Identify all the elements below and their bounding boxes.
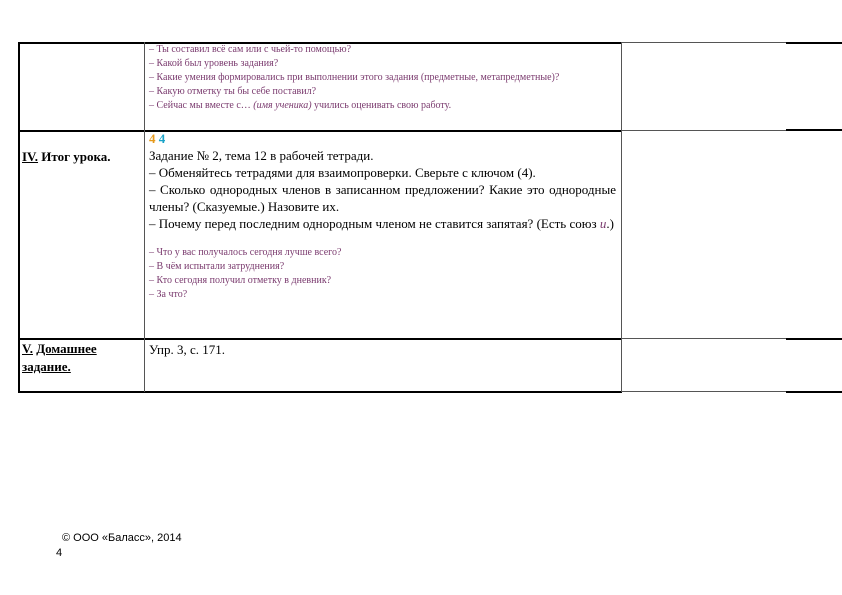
- row-divider-1-right: [622, 130, 786, 131]
- col-border-3: [621, 42, 622, 392]
- row-divider-2-far: [786, 338, 842, 340]
- col-border-2: [144, 42, 145, 392]
- row1-q5-pre: – Сейчас мы вместе с…: [149, 100, 254, 111]
- table-bottom-border-far: [786, 391, 842, 393]
- row-divider-1-far: [786, 129, 842, 131]
- row2-paragraph-1: – Обменяйтесь тетрадями для взаимопроверки. Сверьте с ключом (4).: [149, 165, 536, 180]
- table-top-border-right: [622, 42, 786, 43]
- table-bottom-border-right: [622, 391, 786, 392]
- table-top-border-far: [786, 42, 842, 44]
- row2-badges: [149, 131, 616, 147]
- row2-p3-pre: – Почему перед последним однородным членом не ставится запятая? (Есть союз: [149, 216, 600, 231]
- copyright-text: © ООО «Баласс», 2014: [62, 532, 182, 544]
- row2-content-cell: [149, 131, 616, 302]
- stage-summary-number: IV.: [22, 149, 39, 164]
- badge-cyan: 4: [158, 131, 166, 146]
- table-bottom-border: [18, 391, 622, 393]
- stage-homework-title-1: Домашнее: [36, 341, 97, 356]
- stage-summary-title: Итог урока.: [41, 149, 111, 164]
- row1-question-1: – Ты составил всё сам или с чьей-то помощью?: [149, 44, 352, 55]
- stage-homework-number: V.: [22, 341, 33, 356]
- stage-summary-cell: [22, 148, 142, 166]
- row2-task: Задание № 2, тема 12 в рабочей тетради.: [149, 148, 374, 163]
- stage-homework-cell: [22, 340, 142, 376]
- row1-question-3: – Какие умения формировались при выполнении этого задания (предметные, метапредметные)?: [149, 72, 560, 83]
- row2-reflect-1: – Что у вас получалось сегодня лучше всего?: [149, 247, 342, 258]
- row2-paragraph-2: – Сколько однородных членов в записанном предложении? Какие это однородные члены? (Сказуемые.) Назовите их.: [149, 182, 616, 214]
- row2-paragraph-3: [149, 215, 616, 232]
- badge-orange: 4: [149, 131, 156, 146]
- col-border-left: [18, 42, 20, 393]
- row1-q5-italic: (имя ученика): [253, 100, 312, 111]
- stage-homework-title-2: задание.: [22, 359, 71, 374]
- page-number: 4: [56, 547, 63, 559]
- row2-p3-italic: и: [599, 216, 607, 231]
- row1-question-4: – Какую отметку ты бы себе поставил?: [149, 86, 317, 97]
- row2-reflect-3: – Кто сегодня получил отметку в дневник?: [149, 275, 332, 286]
- row-divider-2-right: [622, 338, 786, 339]
- stage-homework-line-1: [22, 340, 142, 358]
- homework-text: Упр. 3, с. 171.: [149, 342, 226, 357]
- row1-q5-post: учились оценивать свою работу.: [311, 100, 452, 111]
- row1-question-5: [149, 99, 616, 113]
- row1-content-cell: [149, 43, 616, 113]
- row2-p3-post: .): [606, 216, 614, 231]
- row2-reflect-4: – За что?: [149, 289, 188, 300]
- row2-reflect-2: – В чём испытали затруднения?: [149, 261, 285, 272]
- row1-question-2: – Какой был уровень задания?: [149, 58, 279, 69]
